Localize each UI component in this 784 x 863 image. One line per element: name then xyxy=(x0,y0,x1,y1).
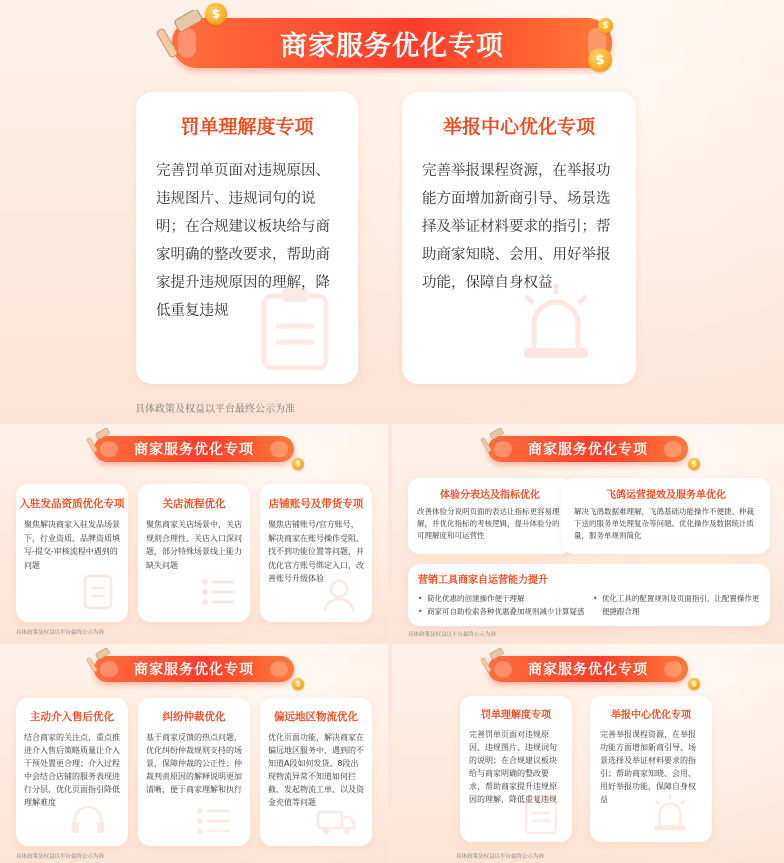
banner-title: 商家服务优化专项 xyxy=(94,656,294,682)
clipboard-icon xyxy=(524,794,558,838)
footnote: 具体政策及权益以平台最终公示为准 xyxy=(16,854,105,860)
card-title: 偏远地区物流优化 xyxy=(274,711,358,723)
slide-panel-1 xyxy=(0,0,784,420)
card-body: 完善罚单页面对违规原因、违规图片、违规词句的说明；在合规建议板块给与商家明确的整改要求，帮助商家提升违规原因的理解，降低重复违规 xyxy=(156,163,330,319)
card-title: 体验分表达及指标优化 xyxy=(440,490,540,501)
list-item: • 商家可自助检索各种优惠叠加规则减少计算疑惑 xyxy=(418,605,593,618)
card-report-center xyxy=(590,696,712,842)
list-item: • 简化优惠的创建操作便于理解 xyxy=(418,592,593,605)
card-body: 聚焦商家关店场景中，关店规则合理性、关店入口深问题，部分特殊场景线上能力缺失问题 xyxy=(146,520,242,570)
list-icon xyxy=(196,806,232,840)
card-title: 罚单理解度专项 xyxy=(481,710,551,721)
coin-icon: $ xyxy=(205,3,227,25)
card-feige-operations xyxy=(562,478,770,554)
card-body: 结合商家的关注点，重点推进介入售后策略质量让介入干预处置更合理；介入过程中会结合店铺的服务表现进行分层，优化页面指引降低理解难度 xyxy=(24,733,120,807)
card-experience-score xyxy=(408,478,572,554)
card-body: 改善体验分说明页面的表达让指标更容易理解，并优化指标的考核逻辑，提升体验分的可理解度和可运营性 xyxy=(417,507,560,540)
card-title: 罚单理解度专项 xyxy=(180,116,314,138)
card-body: 聚焦解决商家入驻发品场景下，行业资质、品牌资质填写-提交-审核流程中遇到的问题 xyxy=(24,520,120,570)
card-penalty-understanding xyxy=(136,92,358,384)
gavel-icon xyxy=(86,648,114,678)
card-body: 完善罚单页面对违规原因、违规图片、违规词句的说明；在合规建议板块给与商家明确的整改要求，帮助商家提升违规原因的理解，降低重复违规 xyxy=(469,730,557,804)
card-title: 纠纷仲裁优化 xyxy=(162,711,226,723)
footnote: 具体政策及权益以平台最终公示为准 xyxy=(135,404,295,415)
gavel-icon xyxy=(86,428,114,458)
card-dispute-arbitration xyxy=(138,698,250,846)
alarm-light-icon xyxy=(652,794,688,836)
card-title: 店铺账号及带货专项 xyxy=(268,498,364,510)
card-body: 基于商家反馈的热点问题，优化纠纷仲裁规则支持的场景，保障仲裁的公正性；仲裁判责原因的解释说明更加清晰，便于商家理解和执行 xyxy=(146,733,242,794)
feature-list-right xyxy=(593,592,760,618)
slide-panel-2 xyxy=(0,424,388,640)
card-penalty-understanding xyxy=(460,696,572,842)
card-marketing-tools xyxy=(408,564,770,626)
banner-title: 商家服务优化专项 xyxy=(488,436,688,462)
coin-icon: $ xyxy=(598,18,613,33)
gavel-icon xyxy=(155,10,211,64)
footnote: 具体政策及权益以平台最终公示为准 xyxy=(16,630,105,636)
banner-title: 商家服务优化专项 xyxy=(94,436,294,462)
slide-panel-4 xyxy=(0,644,388,863)
card-title: 营销工具商家自运营能力提升 xyxy=(418,575,548,586)
card-title: 举报中心优化专项 xyxy=(611,710,691,721)
coin-icon: $ xyxy=(292,458,304,470)
document-icon xyxy=(82,574,114,614)
footnote: 具体政策及权益以平台最终公示为准 xyxy=(456,854,545,860)
card-title: 入驻发品资质优化专项 xyxy=(19,498,125,510)
coin-icon: $ xyxy=(588,48,612,72)
gavel-icon xyxy=(480,648,508,678)
card-store-closing xyxy=(138,484,250,622)
gavel-icon xyxy=(480,428,508,458)
user-icon xyxy=(322,578,356,616)
card-remote-logistics xyxy=(260,698,372,846)
clipboard-icon xyxy=(260,286,330,374)
feature-list-left xyxy=(418,592,593,618)
coin-icon: $ xyxy=(688,458,700,470)
card-body: 完善举报课程资源，在举报功能方面增加新商引导、场景选择及举证材料要求的指引；帮助商家知晓、会用、用好举报功能，保障自身权益 xyxy=(600,730,696,804)
banner-title: 商家服务优化专项 xyxy=(488,656,688,682)
slide-panel-5 xyxy=(392,644,784,863)
card-body: 优化页面功能，解决商家在偏远地区服务中，遇到的不知道A段如何发货、8段出现物流异常不知道如何拦截、发起物流工单、以及资金充值等问题 xyxy=(268,733,364,807)
slide-panel-3 xyxy=(392,424,784,640)
banner-title: 商家服务优化专项 xyxy=(172,18,612,68)
alarm-light-icon xyxy=(518,282,594,366)
card-body: 解决飞鸽数据难理解，飞鸽基础功能操作不便捷、仲裁下送的服务单处理复杂等问题。优化操作及数据统计质量，服务单规则简化 xyxy=(574,507,754,540)
card-body: 聚焦店铺账号/官方账号，解决商家在账号操作受阻、找不到功能位置等问题，并优化官方账号绑定入口，改善账号升级体验 xyxy=(268,520,364,583)
card-body: 完善举报课程资源，在举报功能方面增加新商引导、场景选择及举证材料要求的指引；帮助商家知晓、会用、用好举报功能，保障自身权益 xyxy=(422,163,611,291)
coin-icon: $ xyxy=(688,678,700,690)
list-item: • 优化工具的配置规则及页面指引，让配置操作更便捷跟合理 xyxy=(593,592,760,618)
headset-icon xyxy=(70,804,106,840)
card-qualification xyxy=(16,484,128,622)
card-title: 举报中心优化专项 xyxy=(442,116,595,138)
checklist-icon xyxy=(200,576,236,612)
footnote: 具体政策及权益以平台最终公示为准 xyxy=(408,632,497,638)
card-after-sales xyxy=(16,698,128,846)
coin-icon: $ xyxy=(292,678,304,690)
card-store-account xyxy=(260,484,372,622)
truck-icon xyxy=(316,808,356,840)
card-title: 关店流程优化 xyxy=(162,498,226,510)
card-report-center xyxy=(402,92,636,384)
card-title: 飞鸽运营提效及服务单优化 xyxy=(606,490,726,501)
card-title: 主动介入售后优化 xyxy=(30,711,114,723)
